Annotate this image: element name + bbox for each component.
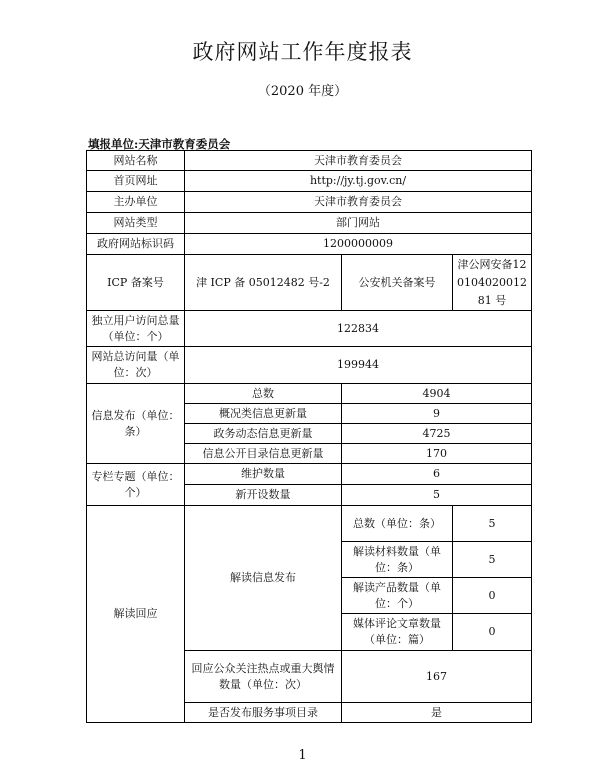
table-row (87, 311, 532, 347)
interp-media-value: 0 (453, 614, 532, 651)
label-cell: 独立用户访问总量（单位：个） (87, 311, 185, 347)
table-row (87, 234, 532, 255)
info-catalog-value: 170 (342, 444, 532, 464)
info-dynamic-value: 4725 (342, 424, 532, 444)
label-cell: 信息公开目录信息更新量 (185, 444, 342, 464)
table-row (87, 506, 532, 542)
table-row (87, 151, 532, 171)
label-cell: 专栏专题（单位：个） (87, 464, 185, 506)
info-total-value: 4904 (342, 384, 532, 404)
label-cell: 主办单位 (87, 192, 185, 213)
label-cell: 是否发布服务事项目录 (185, 703, 342, 723)
page-number: 1 (298, 748, 307, 763)
label-cell: 首页网址 (87, 171, 185, 192)
report-year: （2020 年度） (257, 84, 348, 99)
interp-product-value: 0 (453, 578, 532, 614)
report-table (86, 150, 532, 723)
label-cell: 信息发布（单位：条） (87, 384, 185, 464)
label-cell: 公安机关备案号 (342, 255, 453, 311)
label-cell: 网站总访问量（单位：次） (87, 347, 185, 384)
table-row (87, 347, 532, 384)
label-cell: 回应公众关注热点或重大舆情数量（单位：次） (185, 651, 342, 703)
uv-value: 122834 (185, 311, 532, 347)
table-row (87, 464, 532, 485)
column-maintain-value: 6 (342, 464, 532, 485)
police-value: 津公网安备12010402001281 号 (453, 255, 532, 311)
column-new-value: 5 (342, 485, 532, 506)
site-name-value: 天津市教育委员会 (185, 151, 532, 171)
label-cell: 政府网站标识码 (87, 234, 185, 255)
label-cell: 概况类信息更新量 (185, 404, 342, 424)
table-row (87, 213, 532, 234)
reporting-unit: 填报单位:天津市教育委员会 (88, 137, 231, 151)
label-cell: 媒体评论文章数量（单位：篇） (342, 614, 453, 651)
label-cell: 总数 (185, 384, 342, 404)
label-cell: 网站名称 (87, 151, 185, 171)
pv-value: 199944 (185, 347, 532, 384)
info-overview-value: 9 (342, 404, 532, 424)
interp-total-value: 5 (453, 506, 532, 542)
table-row (87, 384, 532, 404)
label-cell: 解读产品数量（单位：个） (342, 578, 453, 614)
label-cell: 解读信息发布 (185, 506, 342, 651)
label-cell: 新开设数量 (185, 485, 342, 506)
label-cell: 网站类型 (87, 213, 185, 234)
icp-value: 津 ICP 备 05012482 号-2 (185, 255, 342, 311)
table-row (87, 255, 532, 311)
interp-hotspot-value: 167 (342, 651, 532, 703)
interp-material-value: 5 (453, 542, 532, 578)
label-cell: 解读材料数量（单位：条） (342, 542, 453, 578)
table-row (87, 192, 532, 213)
label-cell: 政务动态信息更新量 (185, 424, 342, 444)
sponsor-value: 天津市教育委员会 (185, 192, 532, 213)
site-type-value: 部门网站 (185, 213, 532, 234)
table-row (87, 171, 532, 192)
service-catalog-value: 是 (342, 703, 532, 723)
label-cell: 解读回应 (87, 506, 185, 723)
report-title: 政府网站工作年度报表 (192, 40, 413, 64)
label-cell: ICP 备案号 (87, 255, 185, 311)
label-cell: 总数（单位：条） (342, 506, 453, 542)
homepage-value: http://jy.tj.gov.cn/ (185, 171, 532, 192)
label-cell: 维护数量 (185, 464, 342, 485)
site-id-value: 1200000009 (185, 234, 532, 255)
